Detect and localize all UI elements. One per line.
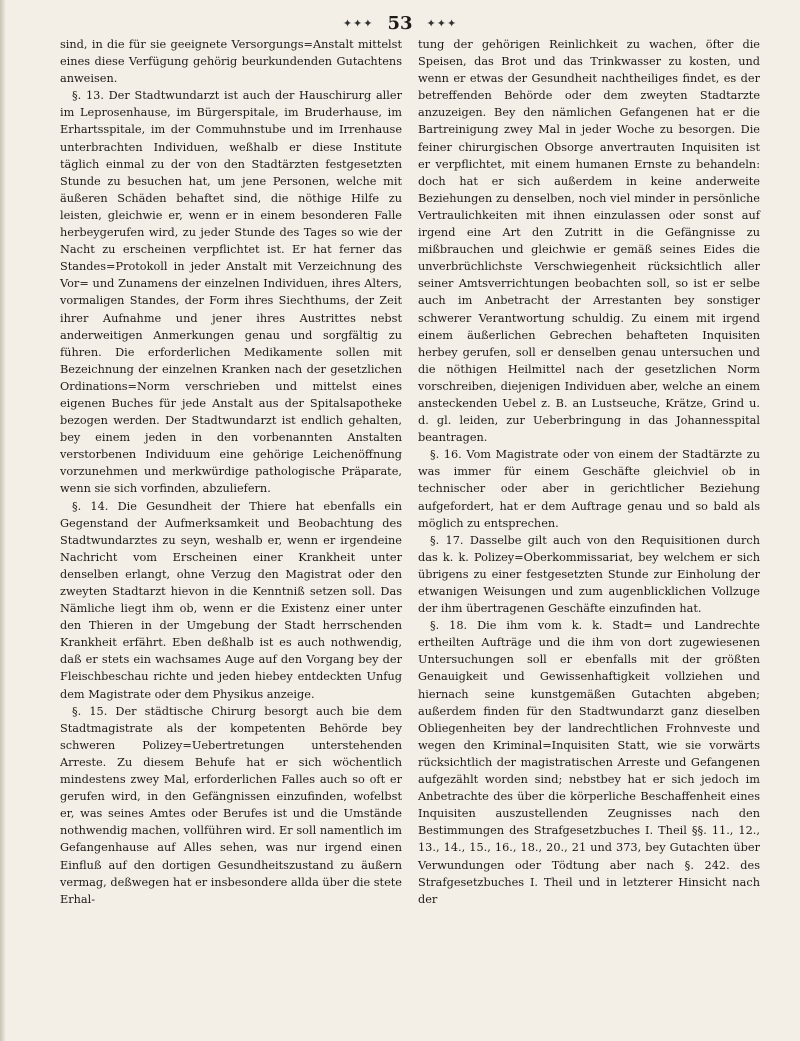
page-number: 53 <box>387 12 413 34</box>
paragraph-section-15: §. 15. Der städtische Chirurg besorgt auch bie dem Stadtmagistrate als der kompetenten Behörde bey schweren Polizey=Uebertretungen unterstehenden Arreste. Zu diesem Behufe hat er sich wöchentlich mindestens zwey Mal, erforderlichen Falles auch so oft er gerufen wird, in den Gefängnissen einzufinden, wofelbst er, was seines Amtes oder Berufes ist und die Umstände nothwendig machen, vollführen wird. Er soll namentlich im Gefangenhause auf Alles sehen, was nur irgend einen Einfluß auf den dortigen Gesundheitszustand zu äußern vermag, deßwegen hat er insbesondere allda über die stete Erhal- <box>60 704 402 906</box>
page-edge-shadow <box>0 0 6 1041</box>
header-ornament-left: ✦✦✦ <box>342 16 374 30</box>
left-column <box>60 36 402 908</box>
right-column <box>418 36 760 908</box>
paragraph-section-17: §. 17. Dasselbe gilt auch von den Requisitionen durch das k. k. Polizey=Oberkommissariat, bey welchem er sich übrigens zu einer festgesetzten Stunde zur Einholung der etwanigen Weisungen und zum augenblicklichen Vollzuge der ihm übertragenen Geschäfte einzufinden hat. <box>418 533 760 616</box>
paragraph-section-13: §. 13. Der Stadtwundarzt ist auch der Hauschirurg aller im Leprosenhause, im Bürgerspitale, im Bruderhause, im Erhartsspitale, im der Commuhnstube und im Irrenhause unterbrachten Individuen, weßhalb er diese Institute täglich einmal zu der von den Stadtärzten festgesetzten Stunde zu besuchen hat, um jene Personen, welche mit äußeren Schäden behaftet sind, die nöthige Hilfe zu leisten, gleichwie er, wenn er in einem besonderen Falle herbeygerufen wird, zu jeder Stunde des Tages so wie der Nacht zu erscheinen verpflichtet ist. Er hat ferner das Standes=Protokoll in jeder Anstalt mit Verzeichnung des Vor= und Zunamens der einzelnen Individuen, ihres Alters, vormaligen Standes, der Form ihres Siechthums, der Zeit ihrer Aufnahme und jener ihres Austrittes nebst anderweitigen Anmerkungen genau und sorgfältig zu führen. Die erforderlichen Medikamente sollen mit Bezeichnung der einzelnen Kranken nach der gesetzlichen Ordinations=Norm verschrieben und mittelst eines eigenen Buches für jede Anstalt aus der Spitalsapotheke bezogen werden. Der Stadtwundarzt ist endlich gehalten, bey einem jeden in den vorbenannten Anstalten verstorbenen Individuum eine gehörige Leichenöffnung vorzunehmen und merkwürdige pathologische Präparate, wenn sie sich vorfinden, abzuliefern. <box>60 89 402 496</box>
paragraph-section-14: §. 14. Die Gesundheit der Thiere hat ebenfalls ein Gegenstand der Aufmerksamkeit und Beobachtung des Stadtwundarztes zu seyn, weshalb er, wenn er irgendeine Nachricht vom Erscheinen einer Krankheit unter denselben erlangt, ohne Verzug den Magistrat oder den zweyten Stadtarzt hievon in die Kenntniß setzen soll. Das Nämliche liegt ihm ob, wenn er die Existenz einer unter den Thieren in der Umgebung der Stadt herrschenden Krankheit erfährt. Eben deßhalb ist es auch nothwendig, daß er stets ein wachsames Auge auf den Vorgang bey der Fleischbeschau richte und jeden hiebey entdeckten Unfug dem Magistrate oder dem Physikus anzeige. <box>60 499 402 701</box>
paragraph-section-18: §. 18. Die ihm vom k. k. Stadt= und Landrechte ertheilten Aufträge und die ihm von dort zugewiesenen Untersuchungen soll er ebenfalls mit der größten Genauigkeit und Gewissenhaftigkeit vollziehen und hiernach seine kunstgemäßen Gutachten abgeben; außerdem finden für den Stadtwundarzt ganz dieselben Obliegenheiten bey der landrechtlichen Frohnveste und wegen den Kriminal=Inquisiten Statt, wie sie vorwärts rücksichtlich der magistratischen Arreste und Gefangenen aufgezählt worden sind; nebstbey hat er sich jedoch im Anbetrachte des über die körperliche Beschaffenheit eines Inquisiten auszustellenden Zeugnisses nach den Bestimmungen des Strafgesetzbuches I. Theil §§. 11., 12., 13., 14., 15., 16., 18., 20., 21 und 373, bey Gutachten über Verwundungen oder Tödtung aber nach §. 242. des Strafgesetzbuches I. Theil und in letzterer Hinsicht nach der <box>418 619 760 906</box>
paragraph-section-16: §. 16. Vom Magistrate oder von einem der Stadtärzte zu was immer für einem Geschäfte gleichviel ob in technischer oder aber in gerichtlicher Beziehung aufgefordert, hat er dem Auftrage genau und so bald als möglich zu entsprechen. <box>418 448 760 530</box>
paragraph-continuation: tung der gehörigen Reinlichkeit zu wachen, öfter die Speisen, das Brot und das Trinkwasser zu kosten, und wenn er etwas der Gesundheit nachtheiliges findet, es der betreffenden Behörde oder dem zweyten Stadtarzte anzuzeigen. Bey den nämlichen Gefangenen hat er die Bartreinigung zwey Mal in jeder Woche zu besorgen. Die feiner chirurgischen Obsorge anvertrauten Inquisiten ist er verpflichtet, mit einem humanen Ernste zu behandeln: doch hat er sich außerdem in keine anderweite Beziehungen zu denselben, noch viel minder in persönliche Vertraulichkeiten mit ihnen einzulassen oder sonst auf irgend eine Art den Zutritt in die Gefängnisse zu mißbrauchen und gleichwie er gemäß seines Eides die unverbrüchlichste Verschwiegenheit rücksichtlich aller seiner Amtsverrichtungen beobachten soll, so ist er selbe auch im Anbetracht der Arrestanten bey sonstiger schwerer Verantwortung schuldig. Zu einem mit irgend einem äußerlichen Gebrechen behafteten Inquisiten herbey gerufen, soll er denselben genau untersuchen und die nöthigen Heilmittel nach der gesetzlichen Norm vorschreiben, diejenigen Individuen aber, welche an einem ansteckenden Uebel z. B. an Lustseuche, Krätze, Grind u. d. gl. leiden, zur Ueberbringung in das Johannesspital beantragen. <box>418 38 760 445</box>
header-ornament-right: ✦✦✦ <box>426 16 458 30</box>
page-header <box>0 12 800 34</box>
paragraph-continuation: sind, in die für sie geeignete Versorgungs=Anstalt mittelst eines diese Verfügung gehörig beurkundenden Gutachtens anweisen. <box>60 38 402 86</box>
